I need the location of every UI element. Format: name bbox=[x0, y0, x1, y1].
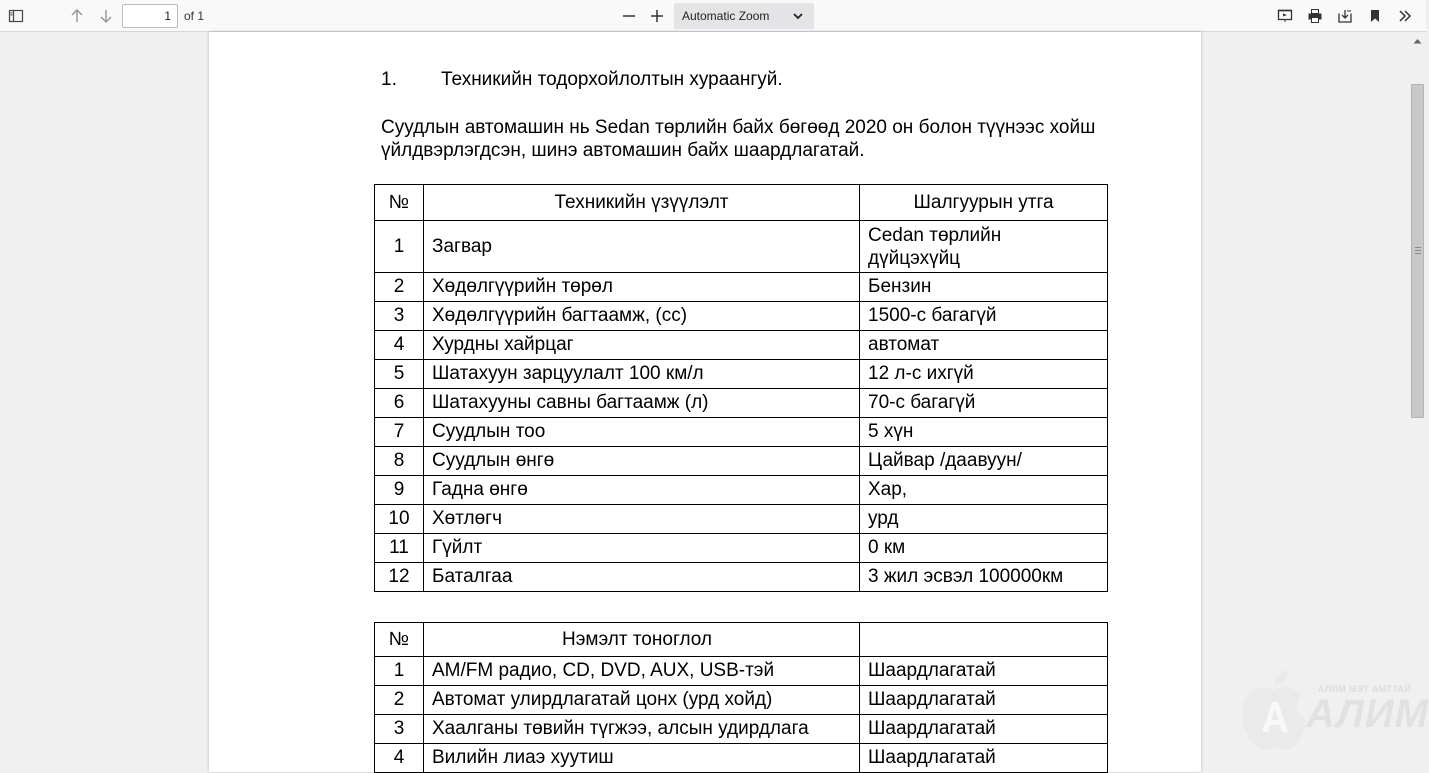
scroll-up-button[interactable] bbox=[1409, 34, 1426, 48]
site-watermark bbox=[1238, 668, 1429, 752]
table-row bbox=[375, 715, 1108, 744]
row-name: Вилийн лиаэ хуутиш bbox=[424, 744, 860, 773]
table-row bbox=[375, 360, 1108, 389]
row-num: 11 bbox=[375, 534, 424, 563]
paragraph-line: Суудлын автомашин нь Sedan төрлийн байх бөгөөд 2020 он болон түүнээс хойш bbox=[381, 117, 1096, 138]
scrollbar-thumb[interactable] bbox=[1411, 84, 1424, 418]
row-num: 5 bbox=[375, 360, 424, 389]
row-value: 0 км bbox=[860, 534, 1108, 563]
row-value: урд bbox=[860, 505, 1108, 534]
arrow-down-icon bbox=[98, 8, 114, 24]
row-name: Гүйлт bbox=[424, 534, 860, 563]
row-name: Шатахууны савны багтаамж (л) bbox=[424, 389, 860, 418]
row-num: 8 bbox=[375, 447, 424, 476]
row-name: Баталгаа bbox=[424, 563, 860, 592]
row-num: 3 bbox=[375, 302, 424, 331]
print-button[interactable] bbox=[1303, 4, 1327, 28]
row-name: Хөтлөгч bbox=[424, 505, 860, 534]
table-header-row bbox=[375, 623, 1108, 657]
row-value: 3 жил эсвэл 100000км bbox=[860, 563, 1108, 592]
row-value: Шаардлагатай bbox=[860, 686, 1108, 715]
row-value-line: Cedan төрлийн bbox=[868, 224, 1002, 246]
row-num: 9 bbox=[375, 476, 424, 505]
arrow-up-icon bbox=[69, 8, 85, 24]
header-name: Техникийн үзүүлэлт bbox=[424, 185, 860, 221]
vertical-scrollbar[interactable] bbox=[1409, 32, 1426, 752]
grip-icon bbox=[1415, 247, 1421, 256]
row-value: автомат bbox=[860, 331, 1108, 360]
table-row bbox=[375, 302, 1108, 331]
header-num: № bbox=[375, 185, 424, 221]
technical-spec-table bbox=[374, 184, 1108, 592]
printer-icon bbox=[1307, 8, 1323, 24]
row-value: 12 л-с ихгүй bbox=[860, 360, 1108, 389]
sidebar-toggle-button[interactable] bbox=[4, 4, 28, 28]
table-row bbox=[375, 657, 1108, 686]
row-num: 6 bbox=[375, 389, 424, 418]
document-viewer[interactable] bbox=[0, 32, 1426, 768]
row-num: 2 bbox=[375, 273, 424, 302]
table-row bbox=[375, 273, 1108, 302]
table-row bbox=[375, 563, 1108, 592]
row-value: Хар, bbox=[860, 476, 1108, 505]
row-name: Суудлын тоо bbox=[424, 418, 860, 447]
previous-page-button[interactable] bbox=[65, 4, 89, 28]
row-num: 4 bbox=[375, 331, 424, 360]
row-value bbox=[860, 221, 1108, 273]
table-row bbox=[375, 534, 1108, 563]
table-row bbox=[375, 476, 1108, 505]
minus-icon bbox=[621, 8, 637, 24]
table-row bbox=[375, 221, 1108, 273]
bookmark-icon bbox=[1367, 8, 1383, 24]
row-value: Бензин bbox=[860, 273, 1108, 302]
row-name: Гадна өнгө bbox=[424, 476, 860, 505]
row-num: 1 bbox=[375, 657, 424, 686]
row-name: Шатахуун зарцуулалт 100 км/л bbox=[424, 360, 860, 389]
row-value: Шаардлагатай bbox=[860, 657, 1108, 686]
row-value: Шаардлагатай bbox=[860, 744, 1108, 773]
plus-icon bbox=[649, 8, 665, 24]
requirement-paragraph bbox=[381, 116, 1161, 162]
row-value: Цайвар /даавуун/ bbox=[860, 447, 1108, 476]
row-num: 12 bbox=[375, 563, 424, 592]
table-row bbox=[375, 447, 1108, 476]
header-num: № bbox=[375, 623, 424, 657]
row-value: Шаардлагатай bbox=[860, 715, 1108, 744]
row-value-line: дүйцэхүйц bbox=[868, 247, 961, 269]
row-value: 70-с багагүй bbox=[860, 389, 1108, 418]
section-heading bbox=[381, 69, 783, 91]
chevron-down-icon bbox=[792, 10, 804, 22]
watermark-tagline: АЛИМ МЭТ АМТТАЙ bbox=[1318, 684, 1412, 694]
header-value bbox=[860, 623, 1108, 657]
table-row bbox=[375, 389, 1108, 418]
section-title: Техникийн тодорхойлолтын хураангуй. bbox=[441, 69, 783, 90]
download-icon bbox=[1337, 8, 1353, 24]
pdf-toolbar bbox=[0, 0, 1426, 32]
zoom-out-button[interactable] bbox=[617, 4, 641, 28]
row-name: Хаалганы төвийн түгжээ, алсын удирдлага bbox=[424, 715, 860, 744]
row-name: Хөдөлгүүрийн төрөл bbox=[424, 273, 860, 302]
presentation-mode-button[interactable] bbox=[1273, 4, 1297, 28]
row-num: 4 bbox=[375, 744, 424, 773]
table-row bbox=[375, 331, 1108, 360]
bookmark-button[interactable] bbox=[1363, 4, 1387, 28]
more-tools-button[interactable] bbox=[1393, 4, 1417, 28]
row-name: Суудлын өнгө bbox=[424, 447, 860, 476]
table-row bbox=[375, 686, 1108, 715]
row-num: 1 bbox=[375, 221, 424, 273]
caret-up-icon bbox=[1413, 38, 1422, 44]
header-value: Шалгуурын утга bbox=[860, 185, 1108, 221]
header-name: Нэмэлт тоноглол bbox=[424, 623, 860, 657]
row-num: 7 bbox=[375, 418, 424, 447]
row-value: 5 хүн bbox=[860, 418, 1108, 447]
sidebar-icon bbox=[8, 8, 24, 24]
table-row bbox=[375, 744, 1108, 773]
zoom-in-button[interactable] bbox=[645, 4, 669, 28]
row-name: Хурдны хайрцаг bbox=[424, 331, 860, 360]
row-name: Хөдөлгүүрийн багтаамж, (сс) bbox=[424, 302, 860, 331]
row-name: Автомат улирдлагатай цонх (урд хойд) bbox=[424, 686, 860, 715]
table-row bbox=[375, 418, 1108, 447]
next-page-button[interactable] bbox=[94, 4, 118, 28]
apple-logo-icon bbox=[1238, 668, 1308, 752]
download-button[interactable] bbox=[1333, 4, 1357, 28]
table-header-row bbox=[375, 185, 1108, 221]
presentation-icon bbox=[1277, 8, 1293, 24]
page-count-label: of 1 bbox=[184, 9, 205, 23]
pdf-page bbox=[209, 32, 1201, 772]
paragraph-line: үйлдвэрлэгдсэн, шинэ автомашин байх шаардлагатай. bbox=[381, 140, 865, 161]
row-name: Загвар bbox=[424, 221, 860, 273]
zoom-select[interactable] bbox=[674, 3, 814, 29]
row-name: AM/FM радио, CD, DVD, AUX, USB-тэй bbox=[424, 657, 860, 686]
double-chevron-right-icon bbox=[1397, 8, 1413, 24]
row-num: 2 bbox=[375, 686, 424, 715]
section-number: 1. bbox=[381, 69, 397, 90]
page-number-input[interactable] bbox=[122, 4, 178, 28]
zoom-select-value: Automatic Zoom bbox=[682, 9, 770, 23]
row-value: 1500-с багагүй bbox=[860, 302, 1108, 331]
equipment-table bbox=[374, 622, 1108, 773]
row-num: 3 bbox=[375, 715, 424, 744]
row-num: 10 bbox=[375, 505, 424, 534]
table-row bbox=[375, 505, 1108, 534]
watermark-brand: АЛИМ bbox=[1306, 692, 1429, 736]
